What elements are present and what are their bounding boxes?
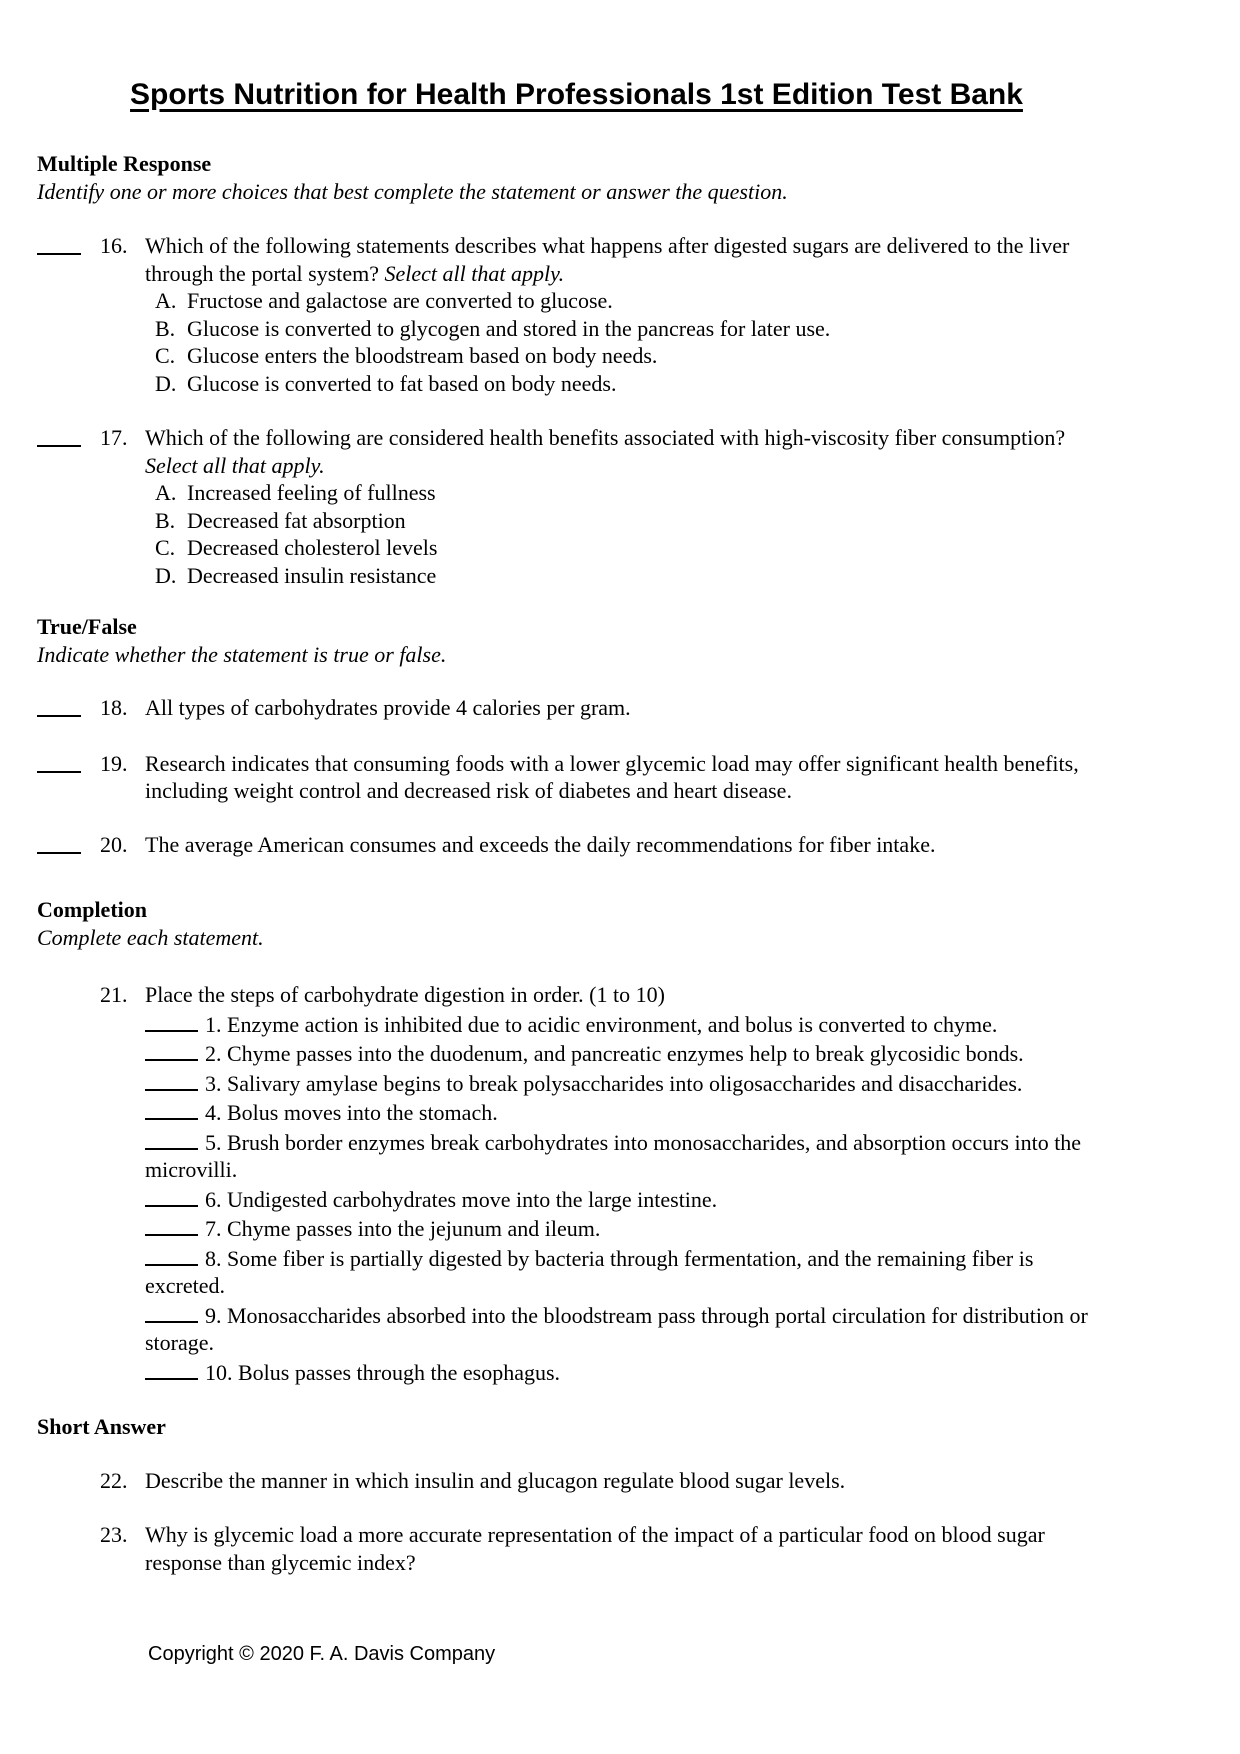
step-text: 2. Chyme passes into the duodenum, and pancreatic enzymes help to break glycosidic bonds. (205, 1041, 1024, 1066)
blank-line (37, 232, 81, 255)
step-blank-line (145, 1184, 198, 1207)
choice-c (155, 342, 1116, 370)
select-all-emphasis: Select all that apply. (145, 452, 325, 478)
choice-text: Decreased insulin resistance (187, 562, 437, 588)
choice-text: Decreased cholesterol levels (187, 535, 438, 560)
choice-d (155, 562, 1116, 590)
choice-a (155, 479, 1116, 507)
choice-d (155, 370, 1116, 398)
section-short-answer (37, 1413, 1116, 1576)
question-body (145, 750, 1116, 805)
question-number: 21. (100, 982, 128, 1007)
step-4 (145, 1097, 1116, 1127)
step-text: 1. Enzyme action is inhibited due to acidic environment, and bolus is converted to chyme. (205, 1011, 998, 1037)
step-blank-line (145, 1213, 198, 1236)
step-9 (145, 1300, 1116, 1357)
choice-a (155, 287, 1116, 315)
question-19 (37, 750, 1116, 805)
choice-text: Increased feeling of fullness (187, 480, 436, 505)
section-header: True/False (37, 614, 137, 639)
section-header: Short Answer (37, 1414, 166, 1439)
blank-line (37, 831, 81, 854)
step-10 (145, 1357, 1116, 1387)
choice-b (155, 507, 1116, 535)
blank-line (37, 424, 81, 447)
question-number: 17. (100, 425, 128, 450)
step-text: 9. Monosaccharides absorbed into the bloodstream pass through portal circulation for distribution or storage. (145, 1302, 1088, 1355)
choice-text: Glucose enters the bloodstream based on body needs. (187, 343, 658, 368)
section-multiple-response (37, 150, 1116, 589)
question-stem: Which of the following are considered health benefits associated with high-viscosity fiber consumption? (145, 425, 1066, 450)
copyright-line: Copyright © 2020 F. A. Davis Company (148, 1643, 496, 1665)
step-blank-line (145, 1127, 198, 1150)
blank-line (37, 750, 81, 773)
question-stem: Which of the following statements describes what happens after digested sugars are delivered to the liver through the portal system? (145, 233, 1070, 286)
question-18 (37, 694, 1116, 724)
step-2 (145, 1038, 1116, 1068)
step-blank-line (145, 1357, 198, 1380)
choice-letter: C. (155, 535, 176, 560)
choice-letter: A. (155, 288, 177, 313)
page-title: Sports Nutrition for Health Professionals 1st Edition Test Bank (130, 78, 1023, 111)
step-text: 3. Salivary amylase begins to break polysaccharides into oligosaccharides and disaccharides. (205, 1070, 1023, 1096)
question-stem: Why is glycemic load a more accurate representation of the impact of a particular food on blood sugar response than glycemic index? (145, 1522, 1045, 1575)
question-text (145, 424, 1116, 479)
question-stem: Place the steps of carbohydrate digestion in order. (1 to 10) (145, 982, 665, 1007)
section-instruction: Indicate whether the statement is true or false. (37, 641, 447, 667)
step-blank-line (145, 1300, 198, 1323)
choice-letter: B. (155, 507, 176, 533)
question-stem: Describe the manner in which insulin and glucagon regulate blood sugar levels. (145, 1467, 846, 1493)
choice-letter: D. (155, 562, 177, 588)
answer-blank (37, 750, 100, 780)
choice-text: Decreased fat absorption (187, 507, 406, 533)
question-number: 23. (100, 1522, 128, 1547)
step-text: 8. Some fiber is partially digested by bacteria through fermentation, and the remaining fiber is excreted. (145, 1245, 1034, 1298)
question-number: 22. (100, 1467, 128, 1493)
choice-letter: A. (155, 480, 177, 505)
blank-line (37, 694, 81, 717)
answer-blank (37, 831, 100, 861)
question-body (145, 694, 1116, 722)
step-7 (145, 1213, 1116, 1243)
answer-blank (37, 232, 100, 262)
choice-text: Fructose and galactose are converted to glucose. (187, 288, 613, 313)
step-text: 7. Chyme passes into the jejunum and ileum. (205, 1216, 601, 1241)
answer-blank (37, 424, 100, 454)
step-text: 5. Brush border enzymes break carbohydrates into monosaccharides, and absorption occurs into the microvilli. (145, 1129, 1082, 1182)
question-22 (37, 1467, 1116, 1495)
question-number: 20. (100, 831, 128, 857)
question-number: 16. (100, 233, 128, 258)
question-body (145, 424, 1116, 589)
step-8 (145, 1243, 1116, 1300)
question-21 (37, 981, 1116, 1386)
section-instruction: Complete each statement. (37, 924, 264, 950)
step-1 (145, 1009, 1116, 1039)
answer-blank (37, 694, 100, 724)
choice-c (155, 534, 1116, 562)
question-20 (37, 831, 1116, 861)
question-number: 18. (100, 695, 128, 720)
section-completion (37, 896, 1116, 1386)
choice-letter: D. (155, 370, 177, 396)
step-blank-line (145, 1097, 198, 1120)
question-17 (37, 424, 1116, 589)
question-stem: The average American consumes and exceeds the daily recommendations for fiber intake. (145, 831, 936, 857)
section-instruction: Identify one or more choices that best complete the statement or answer the question. (37, 178, 788, 204)
step-text: 4. Bolus moves into the stomach. (205, 1100, 498, 1125)
step-blank-line (145, 1038, 198, 1061)
step-text: 10. Bolus passes through the esophagus. (205, 1359, 561, 1385)
choice-text: Glucose is converted to fat based on body needs. (187, 370, 617, 396)
step-6 (145, 1184, 1116, 1214)
select-all-emphasis: Select all that apply. (384, 260, 565, 286)
question-number: 19. (100, 750, 128, 776)
question-stem: Research indicates that consuming foods with a lower glycemic load may offer significant health benefits, including weight control and decreased risk of diabetes and heart disease. (145, 750, 1079, 803)
section-true-false (37, 613, 1116, 860)
question-text (145, 232, 1116, 287)
step-text: 6. Undigested carbohydrates move into the large intestine. (205, 1186, 718, 1212)
section-header: Completion (37, 897, 147, 922)
question-23 (37, 1521, 1116, 1576)
question-body (145, 831, 1116, 859)
step-blank-line (145, 1009, 198, 1032)
section-header: Multiple Response (37, 151, 212, 176)
question-stem: All types of carbohydrates provide 4 calories per gram. (145, 695, 631, 720)
question-body (145, 1521, 1116, 1576)
step-5 (145, 1127, 1116, 1184)
question-body (145, 1467, 1116, 1495)
question-body (145, 981, 1116, 1386)
step-blank-line (145, 1068, 198, 1091)
question-16 (37, 232, 1116, 397)
choice-letter: B. (155, 315, 176, 341)
question-body (145, 232, 1116, 397)
choice-b (155, 315, 1116, 343)
choice-text: Glucose is converted to glycogen and stored in the pancreas for later use. (187, 315, 831, 341)
step-3 (145, 1068, 1116, 1098)
step-blank-line (145, 1243, 198, 1266)
choice-letter: C. (155, 343, 176, 368)
